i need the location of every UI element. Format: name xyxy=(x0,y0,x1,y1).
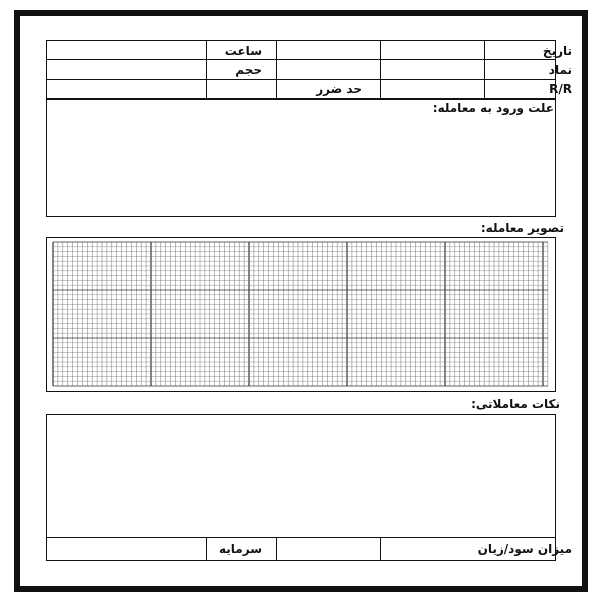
trade-image-grid-box[interactable] xyxy=(46,237,556,392)
header-col-divider-2 xyxy=(276,40,277,99)
capital-label: سرمایه xyxy=(219,542,262,556)
rr-label: R/R xyxy=(549,82,572,96)
time-label: ساعت xyxy=(224,44,262,58)
stop-loss-label: حد ضرر xyxy=(316,82,362,96)
header-row-divider-1 xyxy=(46,59,556,60)
header-table xyxy=(46,40,556,99)
profit-loss-label: میزان سود/زیان xyxy=(477,542,572,556)
header-col-divider-1 xyxy=(206,40,207,99)
footer-col-divider-2 xyxy=(276,537,277,561)
symbol-label: نماد xyxy=(548,63,572,77)
date-label: تاریخ xyxy=(542,44,572,58)
volume-label: حجم xyxy=(235,63,262,77)
header-col-divider-4 xyxy=(484,40,485,99)
graph-paper xyxy=(47,238,554,390)
entry-reason-label: علت ورود به معامله: xyxy=(432,101,554,115)
trade-notes-box[interactable] xyxy=(46,414,556,538)
header-row-divider-2 xyxy=(46,79,556,80)
header-col-divider-3 xyxy=(380,40,381,99)
journal-sheet xyxy=(14,10,588,592)
trade-notes-label: نکات معاملاتی: xyxy=(471,397,560,411)
trade-image-label: تصویر معامله: xyxy=(480,221,564,235)
entry-reason-box[interactable] xyxy=(46,99,556,217)
footer-col-divider-3 xyxy=(380,537,381,561)
footer-col-divider-1 xyxy=(206,537,207,561)
